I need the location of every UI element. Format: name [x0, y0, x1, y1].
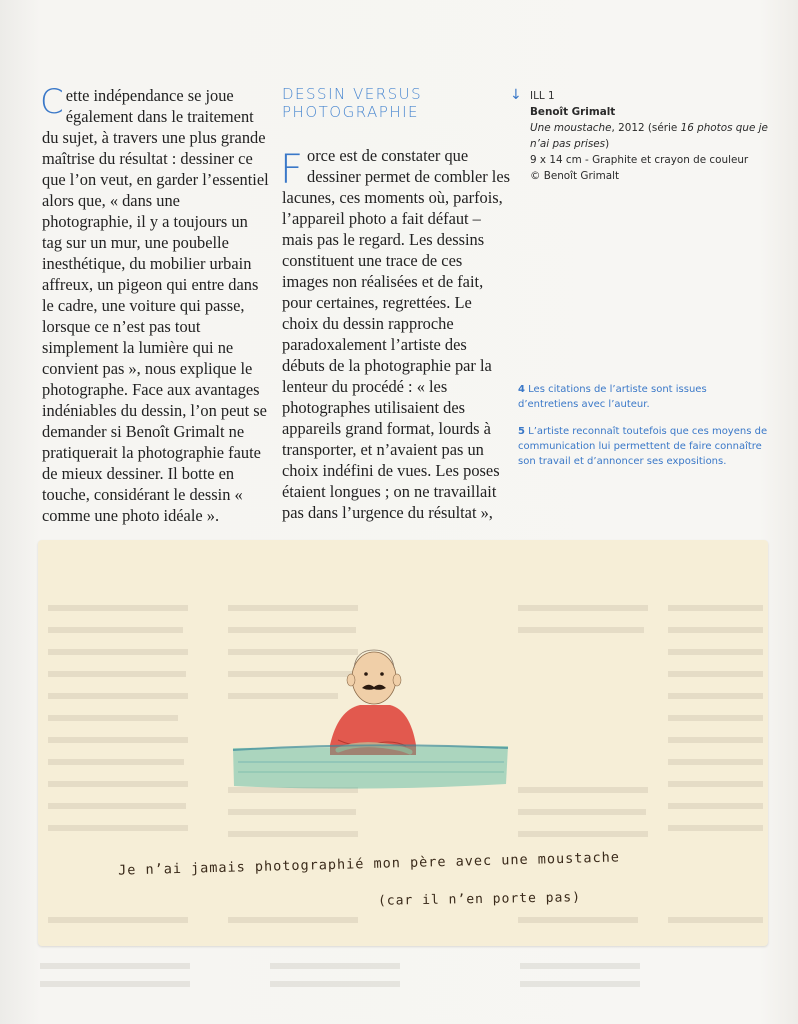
section-heading — [282, 85, 510, 121]
water — [233, 745, 508, 788]
footnote-number: 5 — [518, 426, 525, 437]
footnote-text: Les citations de l’artiste sont issues d’entretiens avec l’auteur. — [518, 384, 707, 410]
footnote — [518, 424, 768, 469]
illustration-title: Une moustache — [530, 122, 612, 134]
column-2-body: orce est de constater que dessiner permet de combler les lacunes, ces moments où, parfois, l’appareil photo a fait défaut – mais pas le regard. Les dessins constituent une trace de ces images non réalisées et de fait, pour certaines, regrettées. Le choix du dessin rapproche paradoxalement l’artiste des débuts de la photographie par la lenteur du procédé : « les photographes utilisaient des appareils grand format, lourds à transporter, et n’avaient pas un choix indéfini de vues. Les poses étaient longues ; on ne travaillait pas dans l’urgence du résultat », — [282, 146, 511, 522]
illustration-title-line — [530, 120, 770, 152]
drawing-artwork — [38, 540, 768, 946]
illustration-caption — [510, 88, 770, 184]
illustration-dimensions: 9 x 14 cm - Graphite et crayon de couleur — [530, 154, 749, 166]
series-suffix: ) — [605, 138, 610, 150]
bottom-show-through — [0, 958, 798, 1018]
section-heading-line-2: PHOTOGRAPHIE — [282, 103, 420, 121]
illustration-number: ILL 1 — [530, 90, 555, 102]
section-heading-line-1: DESSIN VERSUS — [282, 85, 423, 103]
illustration-drawing — [38, 540, 768, 946]
dropcap-f: F — [280, 147, 304, 193]
footnote-text: L’artiste reconnaît toutefois que ces moyens de communication lui permettent de faire connaître son travail et d’annoncer ses expositions. — [518, 426, 768, 467]
column-1-body: ette indépendance se joue également dans le traitement du sujet, à travers une plus grande maîtrise du résultat : dessiner ce que l’on veut, en garder l’essentiel alors que, « dans une photographie, il y a toujours un tag sur un mur, une poubelle inesthétique, du mobilier urbain affreux, un pigeon qui entre dans le cadre, une voiture qui passe, lorsque ce n’est pas tout simplement la lumière qui ne convient pas », nous explique le photographe. Face aux avantages indéniables du dessin, l’on peut se demander si Benoît Grimalt ne pratiquerait la photographie faute de mieux dessiner. Il botte en touche, considérant le dessin « comme une photo idéale ». — [42, 86, 269, 525]
footnotes — [518, 382, 768, 481]
text-column-2 — [282, 85, 510, 523]
series-title: 16 photos que je n’ai pas prises — [530, 122, 768, 150]
footnote — [518, 382, 768, 412]
drawing-caption-line-2: (car il n’en porte pas) — [377, 890, 582, 909]
head — [352, 652, 396, 704]
illustration-copyright: © Benoît Grimalt — [530, 170, 620, 182]
footnote-number: 4 — [518, 384, 525, 395]
text-column-1 — [40, 82, 270, 526]
dropcap-c: C — [40, 82, 64, 122]
arrow-down-icon: ↓ — [510, 87, 522, 103]
illustration-year: , 2012 (série — [611, 122, 681, 134]
illustration-author: Benoît Grimalt — [530, 106, 616, 118]
drawing-caption-line-1: Je n’ai jamais photographié mon père avec une moustache — [117, 849, 621, 879]
